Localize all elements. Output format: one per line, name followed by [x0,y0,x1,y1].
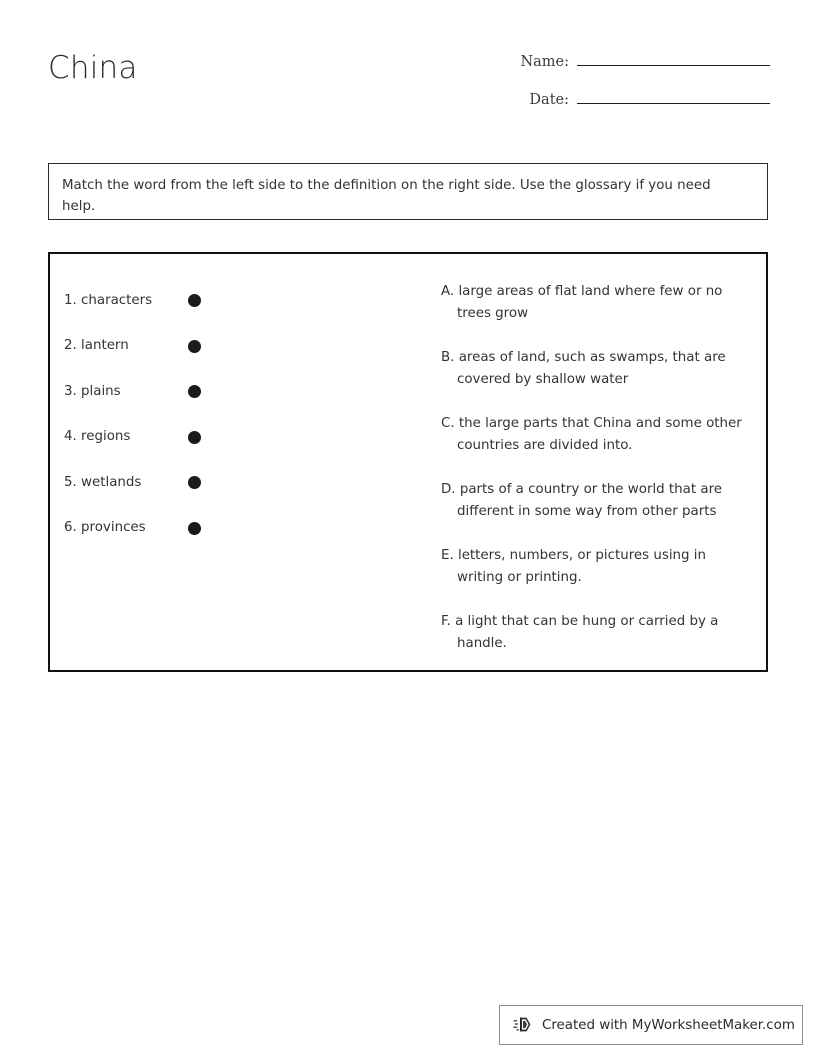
word-label: 2. lantern [64,338,129,354]
definition-bullet-cell [402,413,441,417]
definition-item-d[interactable] [402,479,750,522]
instruction-text: Match the word from the left side to the definition on the right side. Use the glossary if you need help. [62,178,711,214]
word-label: 5. wetlands [64,474,142,490]
word-label: 6. provinces [64,520,146,536]
definition-item-a[interactable] [402,281,750,324]
date-label: Date: [529,92,569,108]
definition-item-c[interactable] [402,413,750,456]
definition-text: F. a light that can be hung or carried by a handle. [441,614,719,651]
word-label: 4. regions [64,429,131,445]
word-item-3[interactable] [64,369,264,415]
footer-attribution-text: Created with MyWorksheetMaker.com [542,1017,795,1033]
definition-bullet-cell [402,281,441,285]
instruction-box [48,163,768,220]
definition-bullet-cell [402,479,441,483]
page-title: China [48,50,138,86]
definition-text: D. parts of a country or the world that are different in some way from other parts [441,482,723,519]
word-bullet-icon[interactable] [188,522,201,535]
name-label: Name: [520,54,569,70]
definition-item-e[interactable] [402,545,750,588]
definition-text: A. large areas of flat land where few or no trees grow [441,284,723,321]
word-item-6[interactable] [64,506,264,552]
definition-text: E. letters, numbers, or pictures using in writing or printing. [441,548,707,585]
date-row [470,88,770,126]
word-item-1[interactable] [64,278,264,324]
word-column [64,278,264,551]
definition-item-b[interactable] [402,347,750,390]
word-item-4[interactable] [64,415,264,461]
word-bullet-icon[interactable] [188,294,201,307]
name-date-block [470,50,770,126]
date-input-line[interactable] [577,88,770,104]
definition-bullet-cell [402,545,441,549]
word-bullet-icon[interactable] [188,385,201,398]
definition-text: C. the large parts that China and some other countries are divided into. [441,416,742,453]
definition-bullet-cell [402,347,441,351]
word-label: 3. plains [64,383,121,399]
word-item-2[interactable] [64,324,264,370]
word-bullet-icon[interactable] [188,340,201,353]
definition-text: B. areas of land, such as swamps, that are covered by shallow water [441,350,726,387]
matching-exercise-box [48,252,768,672]
definition-column [402,281,750,654]
footer-attribution-badge[interactable] [499,1005,803,1045]
name-input-line[interactable] [577,50,770,66]
worksheet-maker-logo-icon [513,1015,533,1035]
definition-item-f[interactable] [402,611,750,654]
definition-bullet-cell [402,611,441,615]
word-item-5[interactable] [64,460,264,506]
word-bullet-icon[interactable] [188,476,201,489]
word-bullet-icon[interactable] [188,431,201,444]
word-label: 1. characters [64,292,153,308]
name-row [470,50,770,88]
